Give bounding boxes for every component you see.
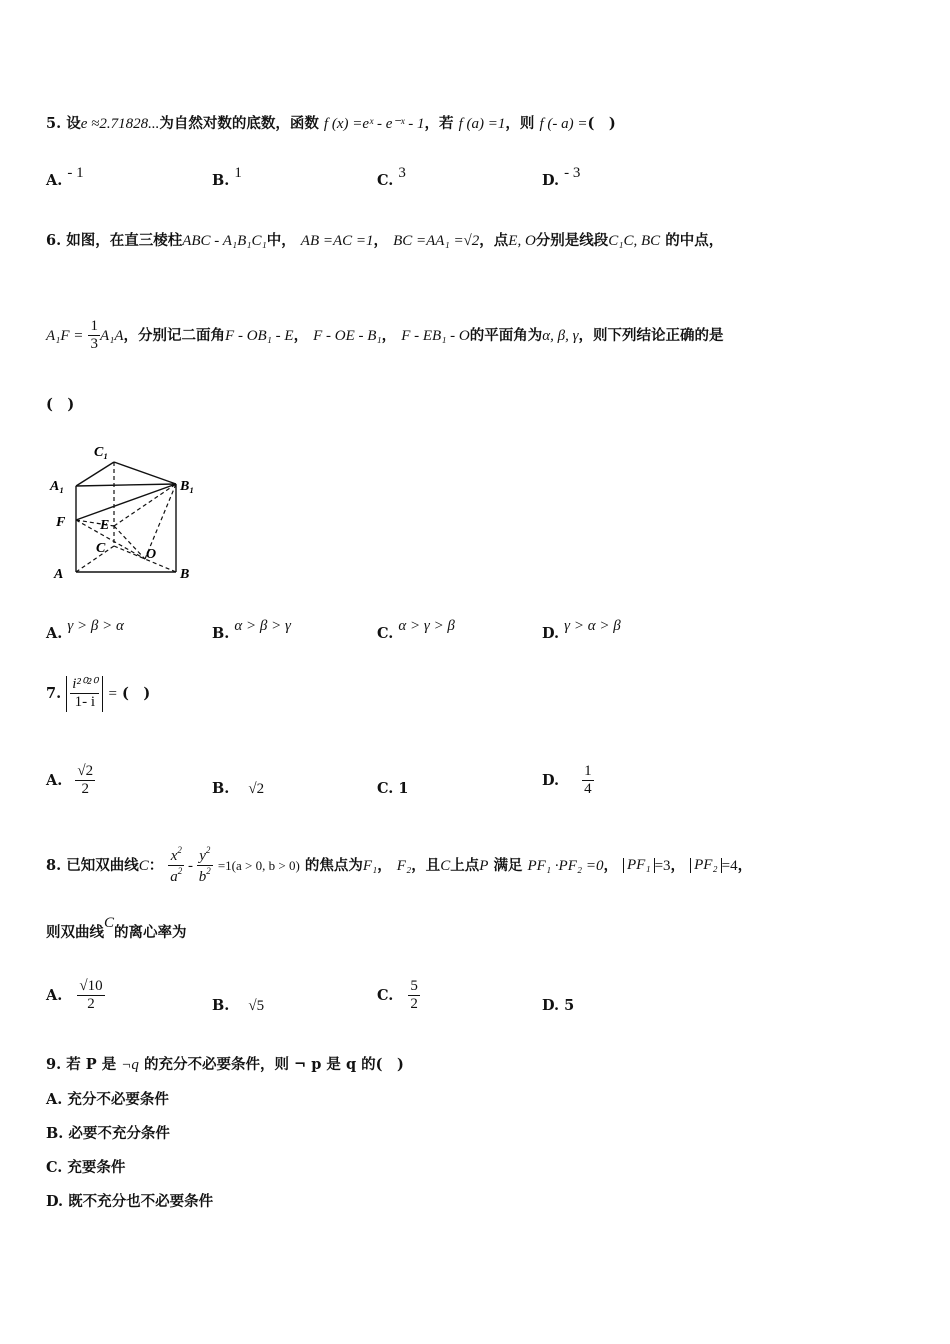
frac-numerator: 1: [582, 763, 594, 781]
option-value: γ > β > α: [67, 618, 124, 634]
option-value: γ > α > β: [564, 618, 621, 634]
option-value: 既不充分也不必要条件: [68, 1193, 214, 1210]
q6-paren: ( ): [46, 396, 75, 413]
q6-sep: ，: [373, 232, 389, 249]
label-a1: A₁: [50, 479, 65, 494]
q6-option-d[interactable]: [542, 618, 621, 642]
q9-option-b[interactable]: [46, 1127, 170, 1142]
option-value: α > β > γ: [234, 618, 291, 634]
q8-pf2-value: =4: [721, 857, 738, 874]
q9-option-a[interactable]: [46, 1093, 169, 1108]
option-label: C.: [377, 625, 394, 642]
q6-cond2: BC =AA₁ =√2: [393, 233, 480, 249]
q8-option-d[interactable]: [542, 999, 574, 1014]
frac-numerator: 5: [408, 978, 420, 996]
option-value: 充分不必要条件: [67, 1091, 169, 1108]
q6-vector-rhs: A₁A: [99, 327, 124, 344]
q5-function: f (x) =eˣ - e⁻ˣ - 1: [323, 116, 425, 132]
q9-text-2: 的充分不必要条件，则: [143, 1056, 289, 1073]
q6-angle-1: F - OB₁ - E: [225, 327, 294, 344]
q7-equals: =: [108, 685, 117, 702]
q5-number: 5.: [46, 115, 62, 132]
option-value: √5: [248, 998, 265, 1014]
option-value: 充要条件: [67, 1159, 126, 1176]
edge-f-o: [76, 520, 145, 559]
q5-e-expr: e ≈2.71828...: [80, 116, 160, 132]
q6-angle-3: F - EB₁ - O: [401, 327, 470, 344]
label-b1: B₁: [180, 479, 195, 494]
q5-text-1: 设: [66, 115, 81, 132]
q5-paren: ( ): [587, 115, 616, 132]
label-e: E: [100, 518, 110, 533]
option-label: D.: [542, 997, 560, 1014]
q5-option-b[interactable]: [212, 165, 242, 189]
q7-option-b[interactable]: [212, 782, 264, 797]
option-label: C.: [377, 172, 394, 189]
q6-sep-2: ，: [293, 326, 309, 344]
q5-option-a[interactable]: [46, 165, 84, 189]
q8-colon: ：: [148, 856, 164, 874]
q6-option-b[interactable]: [212, 618, 291, 642]
option-label: D.: [542, 625, 560, 642]
label-c: C: [96, 541, 106, 556]
q6-text-8: ，则下列结论正确的是: [578, 326, 724, 344]
q6-sep-3: ，: [381, 326, 397, 344]
q5-stem: [46, 117, 616, 132]
q6-cond1: AB =AC =1: [300, 233, 374, 249]
q8-frac-x: $\frac{x^2}{a^2}$: [170, 845, 183, 886]
q6-text-1: 如图，在直三棱柱: [66, 232, 183, 249]
q5-text-3: ，若: [424, 115, 454, 132]
q8-text-1: 已知双曲线: [66, 856, 139, 874]
frac-denominator: 2: [81, 781, 89, 798]
q5-option-c[interactable]: [377, 165, 406, 189]
q6-segments: C₁C, BC: [608, 233, 661, 249]
q9-not-p: ¬ p 是 q 的: [294, 1056, 376, 1073]
edge-a1-c1: [76, 462, 114, 486]
q8-pf1-value: =3: [654, 857, 671, 874]
q8-abs-pf1: PF₁: [623, 858, 655, 873]
option-value: - 3: [564, 165, 581, 181]
q6-text-7: 的平面角为: [469, 326, 543, 344]
q6-greek: α, β, γ: [542, 327, 579, 344]
option-fraction: [582, 763, 594, 799]
frac-denominator: 3: [90, 336, 98, 353]
q6-text-6: ，分别记二面角: [123, 326, 226, 344]
frac-denominator: 2: [410, 996, 418, 1013]
q7-option-d[interactable]: [542, 763, 594, 799]
option-value: 3: [398, 165, 406, 181]
q8-stem-line1: [46, 845, 752, 887]
option-label: C.: [46, 1159, 63, 1176]
frac-denominator: 4: [584, 781, 592, 798]
option-value: α > γ > β: [398, 618, 455, 634]
q8-c-2: C: [440, 857, 451, 874]
q8-text-6: ，: [737, 856, 753, 874]
option-fraction: [75, 763, 95, 799]
q9-not-q: ¬q: [121, 1057, 139, 1073]
q9-stem: [46, 1058, 404, 1073]
q6-vector-lhs: A₁F =: [46, 327, 84, 344]
q6-text-5: 的中点，: [665, 232, 724, 249]
q8-c: C: [138, 857, 149, 874]
q6-option-a[interactable]: [46, 618, 124, 642]
option-value: 必要不充分条件: [68, 1125, 170, 1142]
q9-text-1: 若 P 是: [66, 1056, 117, 1073]
q6-fraction: [88, 318, 100, 354]
q7-fraction: [70, 676, 99, 712]
q5-text-4: ，则: [505, 115, 535, 132]
q8-p: P: [479, 857, 489, 874]
q7-stem: [46, 676, 150, 712]
q8-option-a[interactable]: [46, 978, 105, 1014]
option-value: 1: [234, 165, 242, 181]
label-a: A: [54, 567, 64, 582]
q8-comma-3: ，: [670, 856, 686, 874]
option-label: B.: [46, 1125, 64, 1142]
frac-denominator: 1- i: [74, 694, 96, 711]
option-label: D.: [46, 1193, 64, 1210]
q8-minus: -: [184, 857, 197, 874]
q6-points: E, O: [508, 233, 536, 249]
q7-paren: ( ): [122, 684, 151, 702]
frac-numerator: i²⁰²⁰: [70, 676, 99, 694]
frac-numerator: √2: [75, 763, 95, 781]
label-b: B: [180, 567, 190, 582]
edge-c1-b1: [114, 462, 176, 484]
q6-text-2: 中，: [266, 232, 296, 249]
q8-text-3: ，且: [411, 856, 441, 874]
option-label: A.: [46, 986, 63, 1004]
q7-abs: [66, 676, 103, 712]
q9-option-d[interactable]: [46, 1195, 213, 1210]
q5-fa: f (a) =1: [458, 116, 506, 132]
q8-c-3: C: [104, 915, 115, 931]
q8-stem-line2: [46, 915, 187, 941]
label-c1: C₁: [94, 445, 109, 460]
option-label: C.: [377, 986, 394, 1004]
q6-text-3: ，点: [479, 232, 509, 249]
q8-eqn-rhs: =1(a > 0, b > 0): [217, 857, 300, 873]
q8-text-2: 的焦点为: [304, 856, 363, 874]
option-label: A.: [46, 771, 63, 789]
q8-abs-pf2: PF₂: [690, 858, 722, 873]
option-label: D.: [542, 172, 560, 189]
q5-text-2: 为自然对数的底数，函数: [159, 115, 319, 132]
option-value: √2: [248, 781, 265, 797]
q8-option-c[interactable]: [377, 978, 420, 1014]
q5-option-d[interactable]: [542, 165, 581, 189]
label-o: O: [146, 547, 157, 562]
q8-text-5: 满足: [493, 856, 523, 874]
q9-number: 9.: [46, 1056, 62, 1073]
edge-a-c: [76, 546, 114, 572]
option-fraction: [408, 978, 420, 1014]
option-label: C.: [377, 780, 394, 797]
q6-prism: ABC - A₁B₁C₁: [182, 233, 267, 249]
q7-option-c[interactable]: [377, 782, 409, 797]
q6-angle-2: F - OE - B₁: [313, 327, 382, 344]
option-label: B.: [212, 997, 230, 1014]
option-label: B.: [212, 780, 230, 797]
q8-comma-2: ，: [603, 856, 618, 874]
q8-text-7: 则双曲线: [46, 924, 104, 941]
q8-text-8: 的离心率为: [114, 924, 187, 941]
option-label: D.: [542, 771, 560, 789]
option-label: A.: [46, 625, 63, 642]
q8-dot-condition: PF₁ ·PF₂ =0: [527, 857, 604, 874]
frac-numerator: 1: [88, 318, 100, 336]
frac-numerator: √10: [77, 978, 104, 996]
q6-prism-figure: [46, 436, 206, 586]
option-label: B.: [212, 625, 230, 642]
q8-option-b[interactable]: [212, 999, 264, 1014]
option-label: A.: [46, 1091, 63, 1108]
q6-stem-line2: [46, 318, 724, 354]
q6-number: 6.: [46, 232, 62, 249]
q9-option-c[interactable]: [46, 1161, 125, 1176]
q9-paren: ( ): [375, 1056, 404, 1073]
q5-fna: f (- a) =: [539, 116, 588, 132]
edge-e-o: [114, 526, 145, 559]
q6-option-c[interactable]: [377, 618, 455, 642]
q8-f2: F₂: [396, 857, 412, 874]
q7-number: 7.: [46, 684, 62, 702]
q8-number: 8.: [46, 856, 62, 874]
option-value: 5: [564, 997, 575, 1014]
option-value: 1: [398, 780, 409, 797]
q6-stem-line1: [46, 234, 723, 249]
q8-text-4: 上点: [450, 856, 480, 874]
label-f: F: [56, 515, 66, 530]
frac-denominator: 2: [87, 996, 95, 1013]
option-value: - 1: [67, 165, 84, 181]
q7-option-a[interactable]: [46, 763, 95, 799]
q8-comma-1: ，: [377, 856, 392, 874]
q8-frac-y: $\frac{y^2}{b^2}$: [198, 845, 211, 886]
edge-a1-b1: [76, 484, 176, 486]
option-fraction: [77, 978, 104, 1014]
edge-f-b1: [76, 484, 176, 520]
option-label: B.: [212, 172, 230, 189]
q8-f1: F₁: [362, 857, 378, 874]
option-label: A.: [46, 172, 63, 189]
q6-text-4: 分别是线段: [535, 232, 609, 249]
